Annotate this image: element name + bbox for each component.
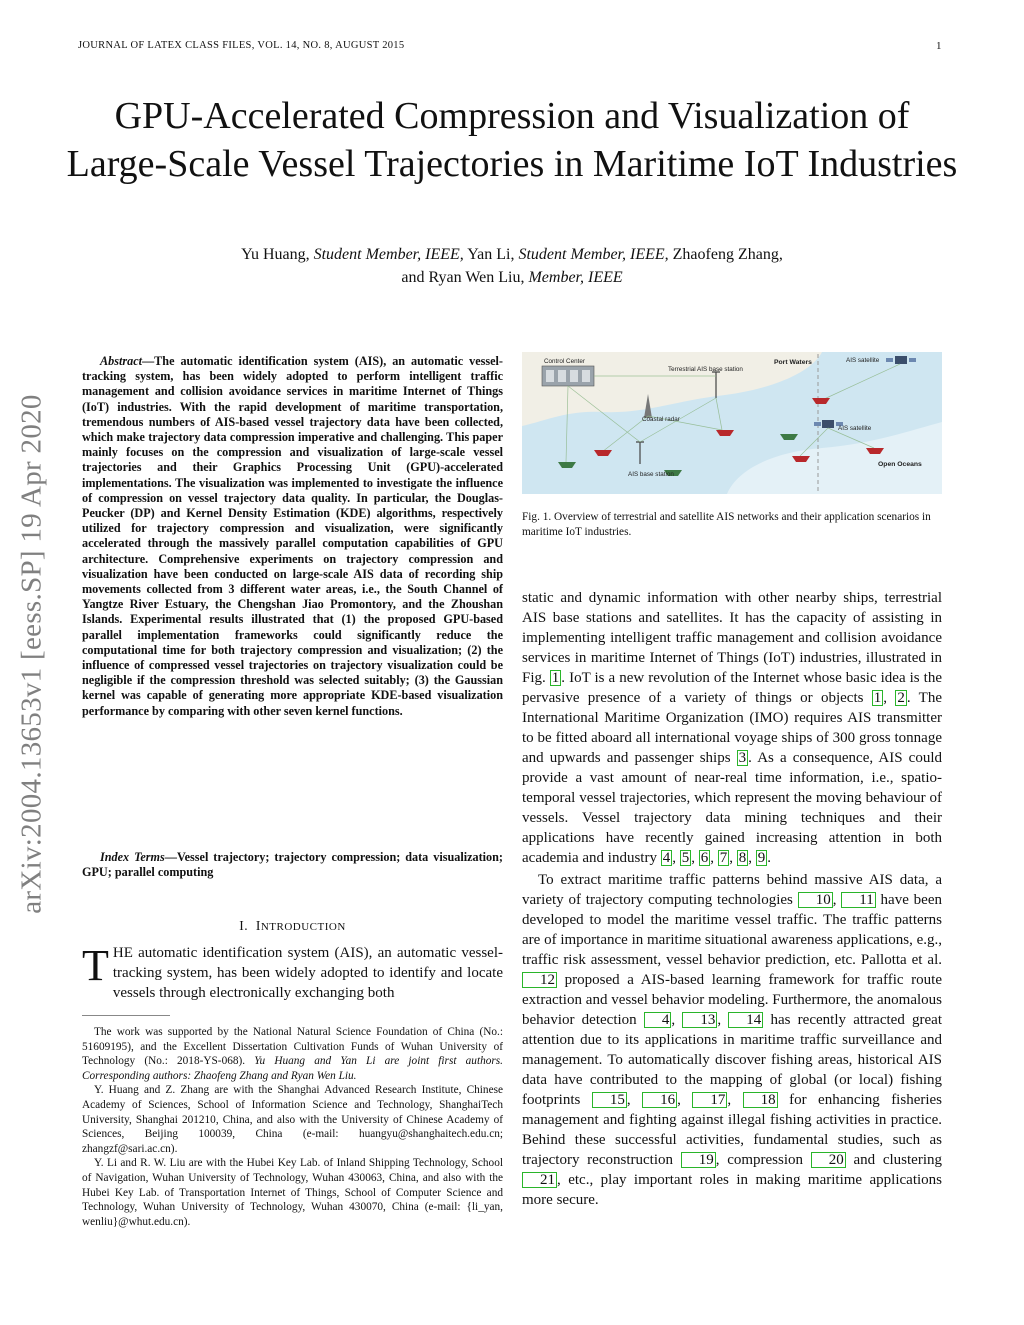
index-terms-text: —Vessel trajectory; trajectory compression; data visualization; GPU; parallel computing	[82, 850, 503, 880]
author-name: Yan Li,	[467, 246, 515, 263]
abstract-text: —The automatic identification system (AIS), an automatic vessel-tracking system, has been widely adopted to perform intelligent traffic management and collision avoidance services in maritime Internet of Things (IoT) industries. With the rapid development of maritime transportation, tremendous numbers of AIS-based vessel trajectory data have been collected, which make trajectory data compression imperative and challenging. This paper mainly focuses on the compression and visualization of large-scale vessel trajectories and their Graphics Processing Unit (GPU)-accelerated implementations. The visualization was implemented to investigate the influence of compression on vessel trajectory data quality. In particular, the Douglas-Peucker (DP) and Kernel Density Estimation (KDE) algorithms, respectively utilized for trajectory compression and visualization, were significantly accelerated through the massively parallel computation capabilities of GPU architecture. Comprehensive experiments on trajectory compression and visualization have been conducted on large-scale AIS data of recording ship movements collected from 3 different water areas, i.e., the South Channel of Yangtze River Estuary, the Chengshan Jiao Promontory, and the Zhoushan Islands. Experimental results illustrated that (1) the proposed GPU-based parallel implementation frameworks could significantly reduce the computational time for both trajectory compression and visualization; (2) the influence of compressed vessel trajectories on trajectory visualization could be negligible if the compression threshold was selected suitably; (3) the Gaussian kernel was capable of generating more appropriate KDE-based visualization performance by comparing with other seven kernel functions.	[82, 354, 503, 718]
drop-cap: T	[82, 941, 109, 990]
citation-link[interactable]: 21	[522, 1172, 557, 1188]
citation-link[interactable]: 20	[811, 1152, 846, 1168]
citation-link[interactable]: 1	[873, 690, 882, 706]
citation-link[interactable]: 5	[681, 850, 690, 866]
index-terms-label: Index Terms	[100, 850, 165, 864]
body-paragraph: static and dynamic information with other nearby ships, terrestrial AIS base stations and satellites. It has the capacity of assisting in implementing intelligent traffic management and collision avoidance services in maritime Internet of Things (IoT) industries, illustrated in Fig. 1 . IoT is a new revolution of the Internet whose basic idea is the pervasive presence of a variety of things or objects 1 , 2 . The International Maritime Organization (IMO) requires AIS transmitter to be fitted aboard all international voyage ships of 300 gross tonnage and upwards and passenger ships 3 . As a consequence, AIS could provide a vast amount of near-real time information, i.e., spatio-temporal vessel trajectories, which represent the moving behaviour of vessels. Vessel trajectory data mining techniques and their applications have recently gained increasing attention in both academia and industry 4 , 5 , 6 , 7 , 8 , 9 .	[522, 590, 943, 866]
citation-link[interactable]: 1	[551, 670, 560, 686]
citation-link[interactable]: 15	[592, 1092, 627, 1108]
section-title-initial: I	[255, 918, 261, 933]
footnote-affiliation: Y. Li and R. W. Liu are with the Hubei Key Lab. of Inland Shipping Technology, School of Navigation, Wuhan University of Technology, Wuhan 430063, China, and also with the Hubei Key Lab. of Transportation Internet of Things, School of Computer Science and Technology, Wuhan University of Technology, Wuhan 430070, China (e-mail: {li_yan, wenliu}@whut.edu.cn).	[82, 1157, 503, 1228]
abstract-label: Abstract	[100, 354, 142, 368]
intro-paragraph	[82, 943, 503, 1003]
citation-link[interactable]: 6	[700, 850, 709, 866]
footnote-funding	[82, 1025, 503, 1083]
citation-link[interactable]: 11	[841, 892, 875, 908]
citation-link[interactable]: 13	[682, 1012, 717, 1028]
author-name: Yu Huang,	[241, 246, 310, 263]
fig-label-open-oceans: Open Oceans	[878, 461, 922, 468]
footnote-authors-note: Yu Huang and Yan Li are joint first authors. Corresponding authors: Zhaofeng Zhang and Ryan Wen Liu.	[82, 1055, 503, 1082]
figure-caption: Fig. 1. Overview of terrestrial and satellite AIS networks and their application scenarios in maritime IoT industries.	[522, 511, 931, 538]
author-membership: Member, IEEE	[528, 269, 623, 286]
fig-label-port-waters: Port Waters	[774, 359, 812, 366]
page-number: 1	[936, 40, 942, 52]
author-name: Zhaofeng Zhang,	[672, 246, 783, 263]
footnote-affiliation: Y. Huang and Z. Zhang are with the Shanghai Advanced Research Institute, Chinese Academy of Sciences, School of Information Science and Technology, ShanghaiTech University, Shanghai 201210, China, and also with the University of Chinese Academy of Sciences, Beijing 100039, China (e-mail: huangyu@shanghaitech.edu.cn; zhangzf@sari.ac.cn).	[82, 1084, 503, 1155]
fig-label-coastal-radar: Coastal radar	[642, 416, 680, 423]
right-column-body	[522, 588, 942, 1210]
fig-label-terrestrial-ais: Terrestrial AIS base station	[668, 366, 743, 373]
author-list	[60, 243, 964, 289]
section-numeral: I.	[239, 918, 249, 933]
citation-link[interactable]: 17	[692, 1092, 727, 1108]
author-membership: Student Member, IEEE,	[518, 246, 669, 263]
running-head: JOURNAL OF LATEX CLASS FILES, VOL. 14, NO. 8, AUGUST 2015	[78, 40, 405, 51]
fig-label-ais-satellite-top: AIS satellite	[846, 357, 880, 364]
citation-link[interactable]: 18	[743, 1092, 778, 1108]
citation-link[interactable]: 7	[719, 850, 728, 866]
section-heading	[82, 918, 503, 934]
citation-link[interactable]: 12	[522, 972, 557, 988]
citation-link[interactable]: 19	[681, 1152, 716, 1168]
body-paragraph: To extract maritime traffic patterns behind massive AIS data, a variety of trajectory computing technologies 10 , 11 have been developed to model the maritime vessel traffic. The traffic patterns are of importance in maritime situational awareness applications, e.g., traffic risk assessment, vessel behavior prediction, etc. Pallotta et al. 12 proposed a AIS-based learning framework for traffic route extraction and vessel behavior modeling. Furthermore, the anomalous behavior detection 4 , 13 , 14 has recently attracted great attention due to its applications in maritime traffic surveillance and management. To automatically discover fishing areas, historical AIS data have contributed to the mapping of global (or local) fishing footprints 15 , 16 , 17 , 18 for enhancing fisheries management and fighting against illegal fishing activities in practice. Behind these successful activities, fundamental studies, such as trajectory reconstruction 19 , compression 20 and clustering 21 , etc., play important roles in making maritime applications more secure.	[522, 872, 943, 1208]
footnotes	[82, 1025, 503, 1229]
citation-link[interactable]: 10	[798, 892, 833, 908]
author-membership: Student Member, IEEE,	[313, 246, 464, 263]
section-title-rest: NTRODUCTION	[260, 921, 346, 933]
arxiv-id: arXiv:2004.13653v1 [eess.SP] 19 Apr 2020	[15, 394, 48, 914]
citation-link[interactable]: 16	[642, 1092, 677, 1108]
citation-link[interactable]: 2	[897, 690, 905, 706]
citation-link[interactable]: 4	[644, 1012, 672, 1028]
citation-link[interactable]: 14	[728, 1012, 763, 1028]
footnote-funding-text: The work was supported by the National Natural Science Foundation of China (No.: 51609195), and the Excellent Dissertation Cultivation Funds of Wuhan University of Technology (No.: 2018-YS-068).	[82, 1026, 503, 1068]
citation-link[interactable]: 4	[662, 850, 671, 866]
citation-link[interactable]: 9	[757, 850, 766, 866]
fig-label-ais-base-station: AIS base station	[628, 471, 674, 478]
author-conjunction: and	[401, 269, 425, 286]
index-terms	[82, 850, 503, 880]
citation-link[interactable]: 3	[738, 750, 747, 766]
footnote-rule	[82, 1015, 170, 1016]
figure-ais-network	[522, 352, 942, 494]
fig-label-ais-satellite-mid: AIS satellite	[838, 425, 872, 432]
abstract	[82, 354, 503, 719]
intro-text: HE automatic identification system (AIS), an automatic vessel-tracking system, has been widely adopted to identify and locate vessels through electronically exchanging both	[112, 945, 503, 1001]
fig-label-control-center: Control Center	[544, 358, 585, 365]
citation-link[interactable]: 8	[738, 850, 747, 866]
paper-title: GPU-Accelerated Compression and Visualization of Large-Scale Vessel Trajectories in Maritime IoT Industries	[66, 95, 958, 185]
author-name: Ryan Wen Liu,	[428, 269, 525, 286]
arxiv-watermark	[0, 344, 64, 964]
control-center-icon	[542, 366, 594, 386]
